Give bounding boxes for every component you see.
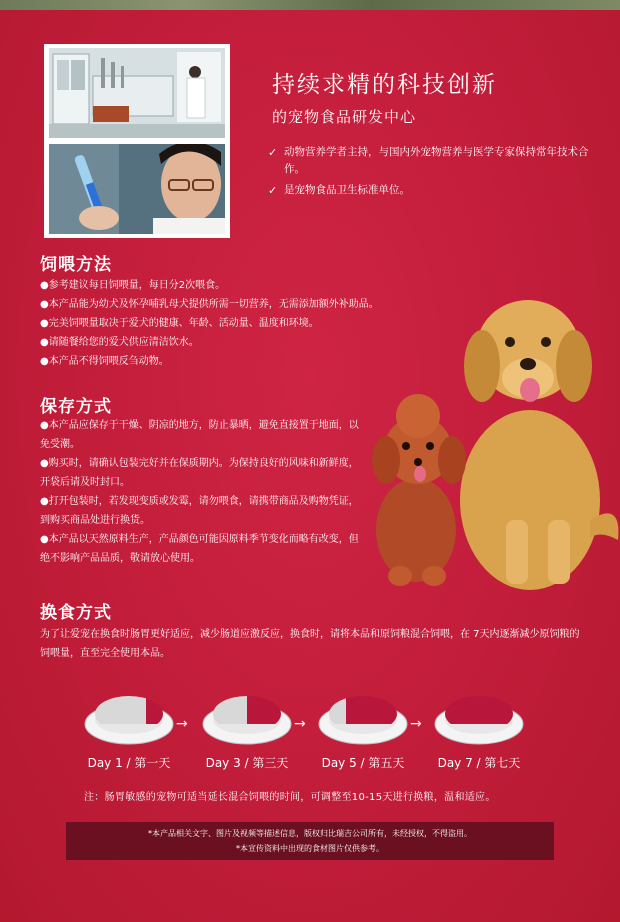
feeding-item: ●完美饲喂量取决于爱犬的健康、年龄、活动量、温度和环境。 bbox=[40, 318, 319, 329]
new-food-portion bbox=[146, 694, 163, 724]
old-food-portion bbox=[95, 694, 146, 724]
bowl-day-1 bbox=[84, 690, 174, 770]
bowl-icon bbox=[318, 690, 408, 750]
day-label: Day 7 / 第七天 bbox=[437, 756, 521, 770]
hero-point bbox=[268, 144, 598, 178]
day-label: Day 5 / 第五天 bbox=[321, 756, 405, 770]
dogs-photo bbox=[360, 280, 620, 600]
arrow-right-icon: → bbox=[294, 716, 306, 732]
day-label: Day 1 / 第一天 bbox=[87, 756, 171, 770]
storage-item: ●购买时，请确认包装完好并在保质期内。为保持良好的风味和新鲜度，开袋后请及时封口。 bbox=[40, 458, 359, 488]
check-icon: ✓ bbox=[268, 146, 278, 159]
hero-point-text: 是宠物食品卫生标准单位。 bbox=[284, 184, 410, 196]
lab-photo bbox=[49, 48, 225, 138]
bowl-icon bbox=[434, 690, 524, 750]
storage-item: ●本产品以天然原料生产，产品颜色可能因原料季节变化而略有改变，但绝不影响产品品质，敬请放心使用。 bbox=[40, 534, 359, 564]
switching-note: 注：肠胃敏感的宠物可适当延长混合饲喂的时间，可调整至10-15天进行换粮，温和适应。 bbox=[84, 792, 496, 803]
arrow-right-icon: → bbox=[176, 716, 188, 732]
feeding-item: ●请随餐给您的爱犬供应清洁饮水。 bbox=[40, 337, 199, 348]
lab-photo-frame bbox=[44, 44, 230, 238]
hero-title: 持续求精的科技创新 bbox=[272, 72, 497, 98]
hero-subtitle: 的宠物食品研发中心 bbox=[272, 108, 417, 126]
top-photo-strip bbox=[0, 0, 620, 10]
feeding-item: ●参考建议每日饲喂量，每日分2次喂食。 bbox=[40, 280, 226, 291]
feeding-list bbox=[40, 276, 379, 371]
hero-points bbox=[268, 144, 598, 203]
switching-diagram bbox=[0, 690, 620, 790]
storage-item: ●打开包装时，若发现变质或发霉，请勿喂食，请携带商品及购物凭证，到购买商品处进行换货。 bbox=[40, 496, 359, 526]
day-label: Day 3 / 第三天 bbox=[205, 756, 289, 770]
scientist-photo bbox=[49, 144, 225, 234]
check-icon: ✓ bbox=[268, 184, 278, 197]
storage-title: 保存方式 bbox=[40, 397, 112, 417]
new-food-portion bbox=[445, 694, 513, 724]
bowl-icon bbox=[202, 690, 292, 750]
new-food-portion bbox=[346, 694, 397, 724]
bowl-day-7 bbox=[434, 690, 524, 770]
storage-item: ●本产品应保存于干燥、阴凉的地方，防止暴晒，避免直接置于地面，以免受潮。 bbox=[40, 420, 359, 450]
feeding-item: ●本产品能为幼犬及怀孕哺乳母犬提供所需一切营养，无需添加额外补助品。 bbox=[40, 299, 379, 310]
old-food-portion bbox=[213, 694, 247, 724]
storage-list bbox=[40, 416, 364, 568]
copyright-disclaimer bbox=[66, 822, 554, 860]
feeding-item: ●本产品不得饲喂反刍动物。 bbox=[40, 356, 169, 367]
bowl-day-5 bbox=[318, 690, 408, 770]
hero-point bbox=[268, 182, 598, 199]
new-food-portion bbox=[247, 694, 281, 724]
old-food-portion bbox=[329, 694, 346, 724]
switching-title: 换食方式 bbox=[40, 603, 112, 623]
switching-intro: 为了让爱宠在换食时肠胃更好适应，减少肠道应激反应，换食时，请将本品和原饲粮混合饲喂，在 7天内逐渐减少原饲粮的饲喂量，直至完全使用本品。 bbox=[40, 629, 580, 659]
disclaimer-line: *本产品相关文字、图片及视频等描述信息，版权归比瑞吉公司所有，未经授权，不得盗用。 bbox=[148, 829, 472, 838]
disclaimer-line: *本宣传资料中出现的食材图片仅供参考。 bbox=[236, 844, 384, 853]
arrow-right-icon: → bbox=[410, 716, 422, 732]
feeding-title: 饲喂方法 bbox=[40, 255, 112, 275]
bowl-icon bbox=[84, 690, 174, 750]
page bbox=[0, 10, 620, 922]
hero-point-text: 动物营养学者主持，与国内外宠物营养与医学专家保持常年技术合作。 bbox=[284, 146, 589, 175]
bowl-day-3 bbox=[202, 690, 292, 770]
